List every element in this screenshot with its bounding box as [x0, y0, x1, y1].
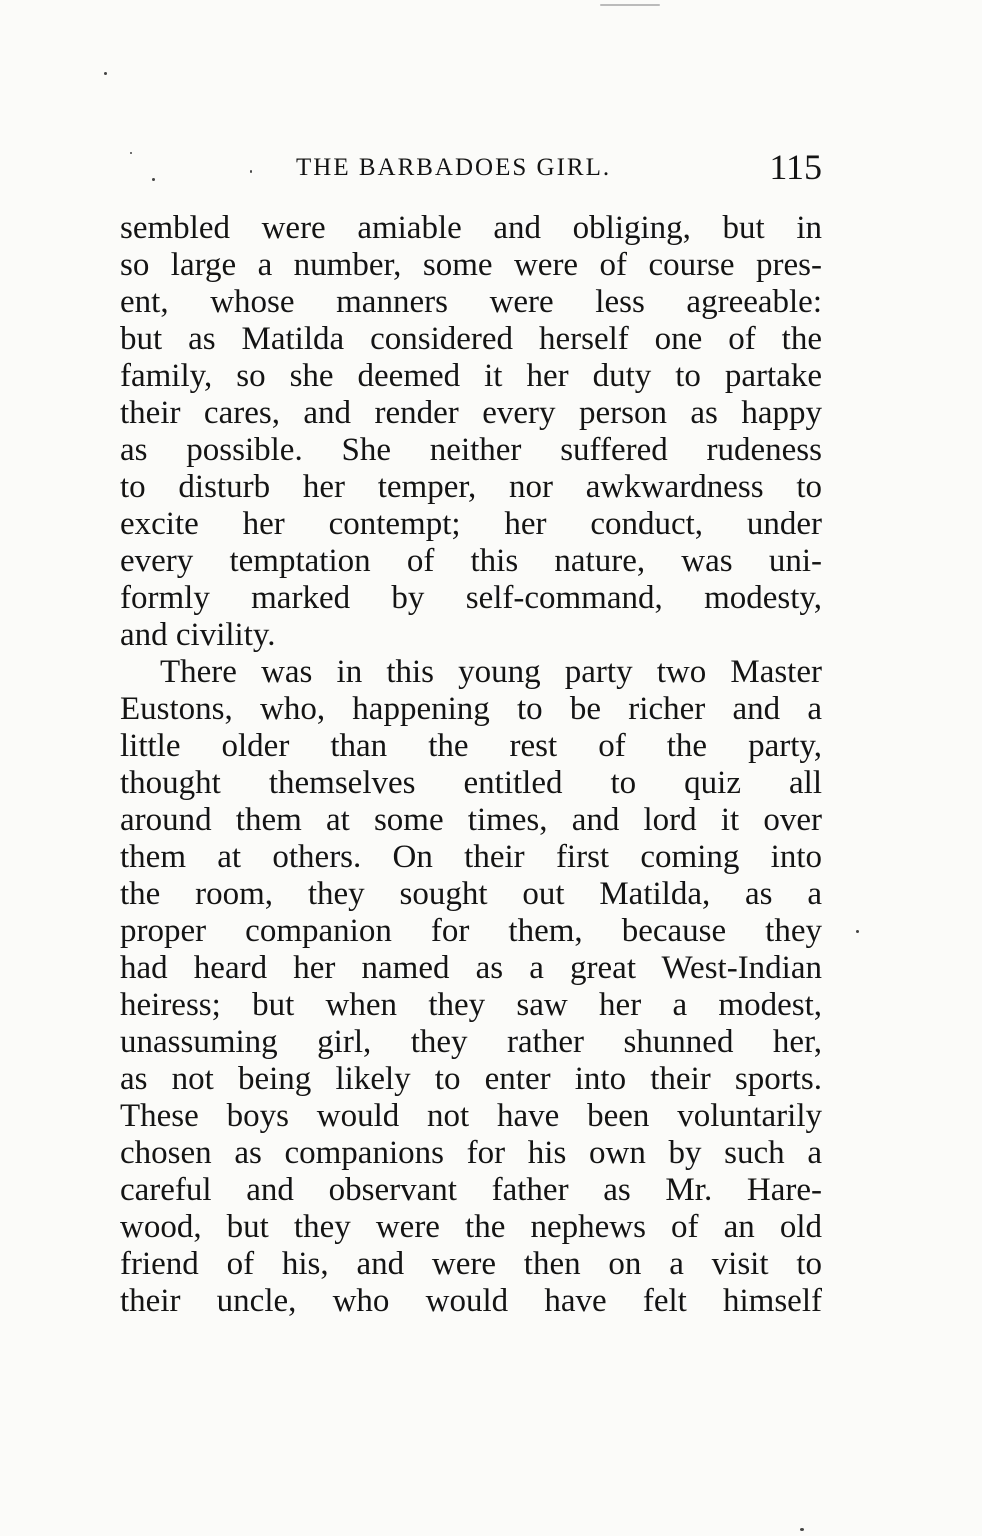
text-line: ent, whose manners were less agreeable:	[120, 284, 822, 320]
body-text	[120, 210, 822, 1320]
text-line: proper companion for them, because they	[120, 913, 822, 949]
text-line: formly marked by self-command, modesty,	[120, 580, 822, 616]
text-line: thought themselves entitled to quiz all	[120, 765, 822, 801]
scan-speck	[152, 178, 155, 181]
page-number: 115	[769, 147, 822, 187]
scan-speck	[600, 4, 660, 6]
text-line: as possible. She neither suffered rudeness	[120, 432, 822, 468]
scan-speck	[104, 72, 107, 75]
text-line: their cares, and render every person as happy	[120, 395, 822, 431]
text-line: family, so she deemed it her duty to partake	[120, 358, 822, 394]
text-line: the room, they sought out Matilda, as a	[120, 876, 822, 912]
text-line: so large a number, some were of course pres-	[120, 247, 822, 283]
text-line: careful and observant father as Mr. Hare-	[120, 1172, 822, 1208]
scan-speck	[130, 152, 132, 154]
text-line: their uncle, who would have felt himself	[120, 1283, 822, 1319]
scan-speck	[856, 930, 859, 933]
text-line: excite her contempt; her conduct, under	[120, 506, 822, 542]
text-line: wood, but they were the nephews of an old	[120, 1209, 822, 1245]
text-line: chosen as companions for his own by such a	[120, 1135, 822, 1171]
text-line: unassuming girl, they rather shunned her,	[120, 1024, 822, 1060]
text-line: but as Matilda considered herself one of the	[120, 321, 822, 357]
text-line: Eustons, who, happening to be richer and a	[120, 691, 822, 727]
text-line: every temptation of this nature, was uni-	[120, 543, 822, 579]
paragraph-end-line: and civility.	[120, 617, 276, 653]
text-line: as not being likely to enter into their sports.	[120, 1061, 822, 1097]
text-line: had heard her named as a great West-Indian	[120, 950, 822, 986]
text-line: around them at some times, and lord it over	[120, 802, 822, 838]
running-title: THE BARBADOES GIRL.	[296, 154, 612, 181]
text-line: them at others. On their first coming into	[120, 839, 822, 875]
text-line: heiress; but when they saw her a modest,	[120, 987, 822, 1023]
scan-speck	[250, 170, 252, 173]
text-line: little older than the rest of the party,	[120, 728, 822, 764]
paragraph-start-line: There was in this young party two Master	[160, 654, 822, 690]
text-line: friend of his, and were then on a visit to	[120, 1246, 822, 1282]
text-line: sembled were amiable and obliging, but in	[120, 210, 822, 246]
page-header	[120, 146, 822, 186]
text-line: to disturb her temper, nor awkwardness to	[120, 469, 822, 505]
text-line: These boys would not have been voluntarily	[120, 1098, 822, 1134]
scan-speck	[800, 1528, 804, 1531]
